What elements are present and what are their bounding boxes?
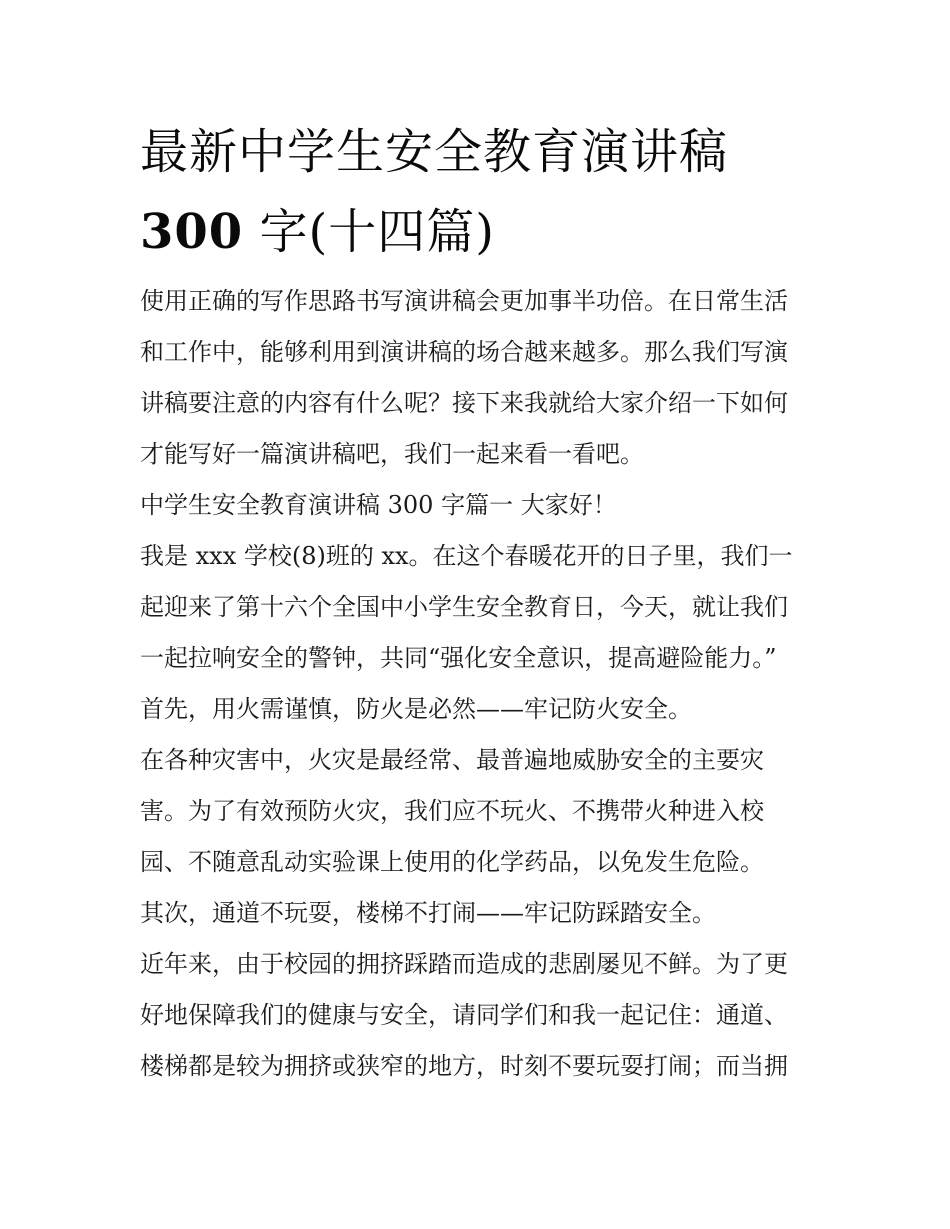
body-line: 楼梯都是较为拥挤或狭窄的地方，时刻不要玩耍打闹；而当拥: [140, 1052, 788, 1080]
body-line: 讲稿要注意的内容有什么呢？接下来我就给大家介绍一下如何: [140, 389, 788, 417]
body-line: 首先，用火需谨慎，防火是必然——牢记防火安全。: [140, 695, 692, 723]
body-line: 和工作中，能够利用到演讲稿的场合越来越多。那么我们写演: [140, 338, 788, 366]
body-line: 近年来，由于校园的拥挤踩踏而造成的悲剧屡见不鲜。为了更: [140, 950, 788, 978]
title-line-1: 最新中学生安全教育演讲稿: [140, 124, 729, 180]
document-title: [140, 112, 820, 272]
title-line-2: [140, 192, 820, 272]
body-line: 好地保障我们的健康与安全，请同学们和我一起记住：通道、: [140, 1001, 788, 1029]
body-line: 害。为了有效预防火灾，我们应不玩火、不携带火种进入校: [140, 797, 764, 825]
body-line: 其次，通道不玩耍，楼梯不打闹——牢记防踩踏安全。: [140, 899, 716, 927]
body-line: 我是 xxx 学校(8)班的 xx。在这个春暖花开的日子里，我们一: [140, 542, 793, 570]
body-line: 使用正确的写作思路书写演讲稿会更加事半功倍。在日常生活: [140, 287, 788, 315]
body-line: 园、不随意乱动实验课上使用的化学药品，以免发生危险。: [140, 848, 764, 876]
title-line-2-rest: 字(十四篇): [243, 204, 495, 260]
body-line: 起迎来了第十六个全国中小学生安全教育日，今天，就让我们: [140, 593, 788, 621]
title-number: 300: [140, 204, 244, 260]
body-line: 一起拉响安全的警钟，共同“强化安全意识，提高避险能力。”: [140, 644, 777, 672]
body-line: 才能写好一篇演讲稿吧，我们一起来看一看吧。: [140, 440, 644, 468]
body-line: 在各种灾害中，火灾是最经常、最普遍地威胁安全的主要灾: [140, 746, 764, 774]
document-body: [140, 276, 820, 1092]
section-heading-line: 中学生安全教育演讲稿 300 字篇一 大家好！: [140, 491, 617, 519]
